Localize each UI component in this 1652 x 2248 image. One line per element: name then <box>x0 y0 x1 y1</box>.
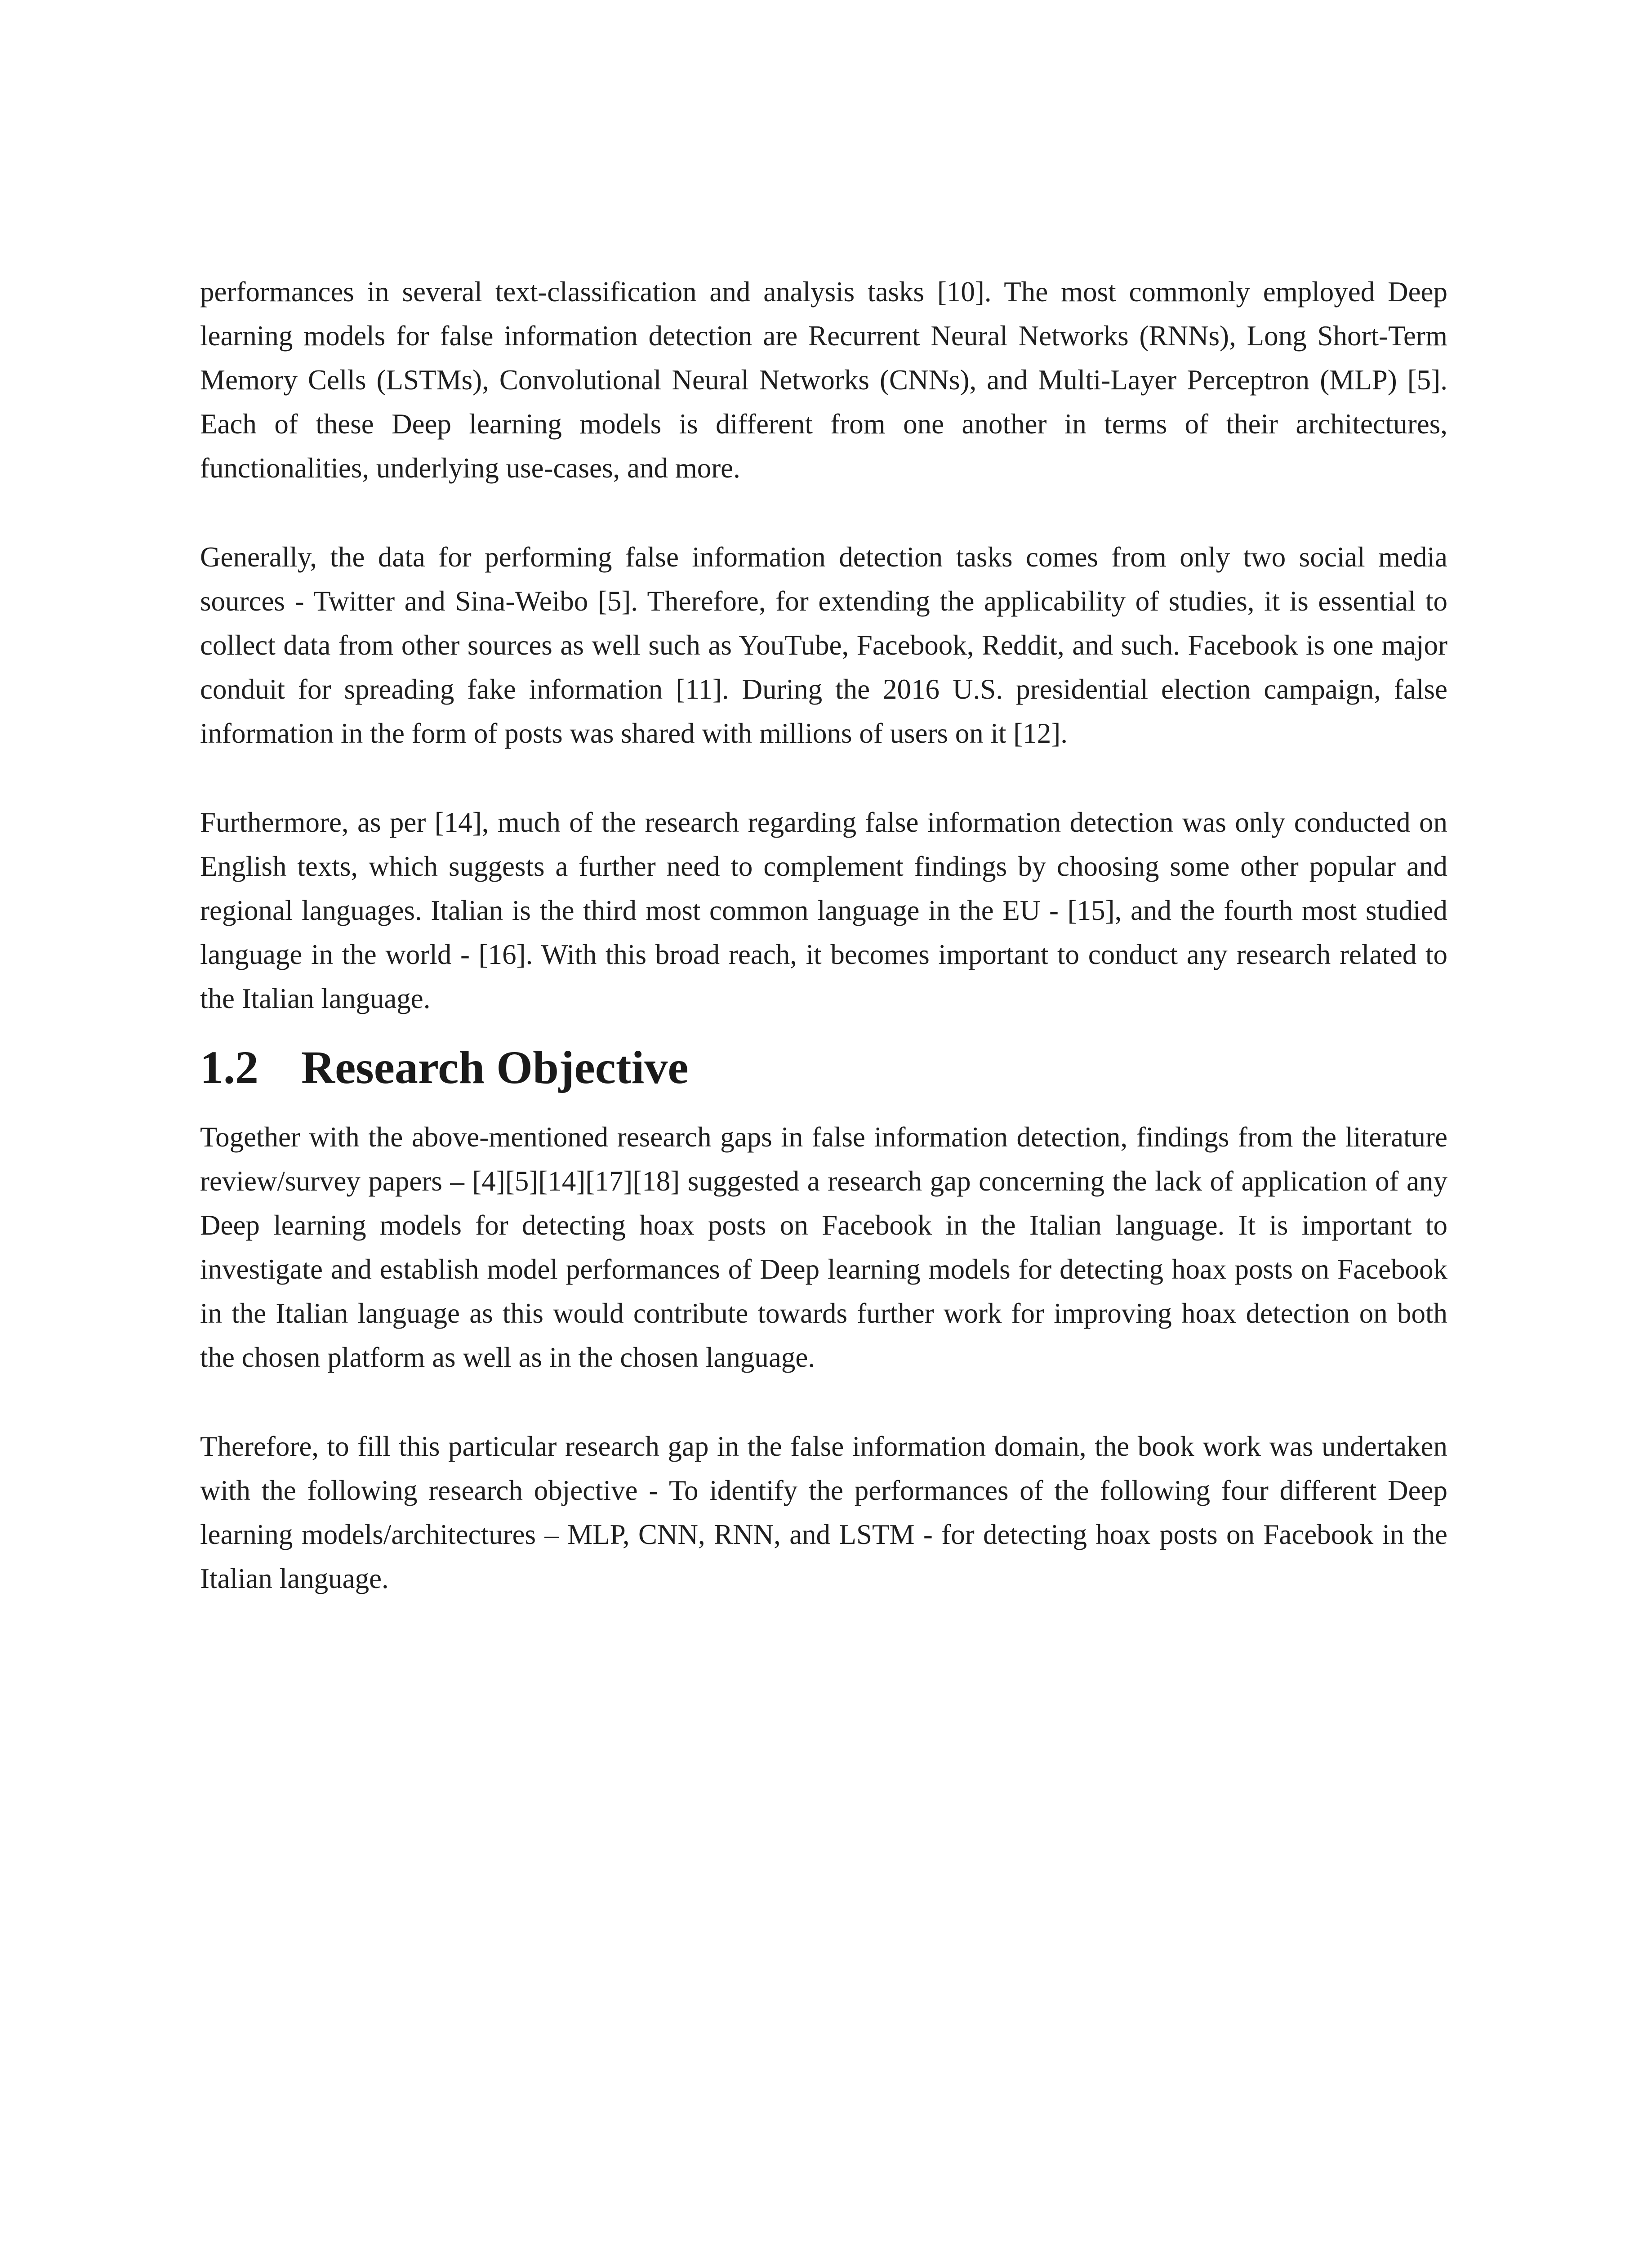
paragraph-spacer <box>200 490 1447 535</box>
section-number: 1.2 <box>200 1042 258 1093</box>
body-paragraph-research-gap: Together with the above-mentioned research gaps in false information detection, findings from the literature review/survey papers – [4][5][14][17][18] suggested a research gap concerning the lack of application of any Deep learning models for detecting hoax posts on Facebook in the Italian language. It is important to investigate and establish model performances of Deep learning models for detecting hoax posts on Facebook in the Italian language as this would contribute towards further work for improving hoax detection on both the chosen platform as well as in the chosen language. <box>200 1121 1447 1373</box>
body-paragraph-research-objective: Therefore, to fill this particular research gap in the false information domain, the book work was undertaken with the following research objective - To identify the performances of the following four different Deep learning models/architectures – MLP, CNN, RNN, and LSTM - for detecting hoax posts on Facebook in the Italian language. <box>200 1431 1447 1594</box>
body-paragraph-italian-language: Furthermore, as per [14], much of the research regarding false information detection was only conducted on English texts, which suggests a further need to complement findings by choosing some other popular and regional languages. Italian is the third most common language in the EU - [15], and the fourth most studied language in the world - [16]. With this broad reach, it becomes important to conduct any research related to the Italian language. <box>200 807 1447 1014</box>
paragraph-spacer <box>200 755 1447 800</box>
body-paragraph-deep-learning-models: performances in several text-classification and analysis tasks [10]. The most commonly employed Deep learning models for false information detection are Recurrent Neural Networks (RNNs), Long Short-Term Memory Cells (LSTMs), Convolutional Neural Networks (CNNs), and Multi-Layer Perceptron (MLP) [5]. Each of these Deep learning models is different from one another in terms of their architectures, functionalities, underlying use-cases, and more. <box>200 276 1447 484</box>
paragraph-spacer <box>200 1379 1447 1424</box>
section-title: Research Objective <box>301 1042 689 1093</box>
section-heading <box>200 1021 1447 1115</box>
body-paragraph-data-sources: Generally, the data for performing false information detection tasks comes from only two social media sources - Twitter and Sina-Weibo [5]. Therefore, for extending the applicability of studies, it is essential to collect data from other sources as well such as YouTube, Facebook, Reddit, and such. Facebook is one major conduit for spreading fake information [11]. During the 2016 U.S. presidential election campaign, false information in the form of posts was shared with millions of users on it [12]. <box>200 541 1447 749</box>
page-body <box>200 270 1447 1601</box>
